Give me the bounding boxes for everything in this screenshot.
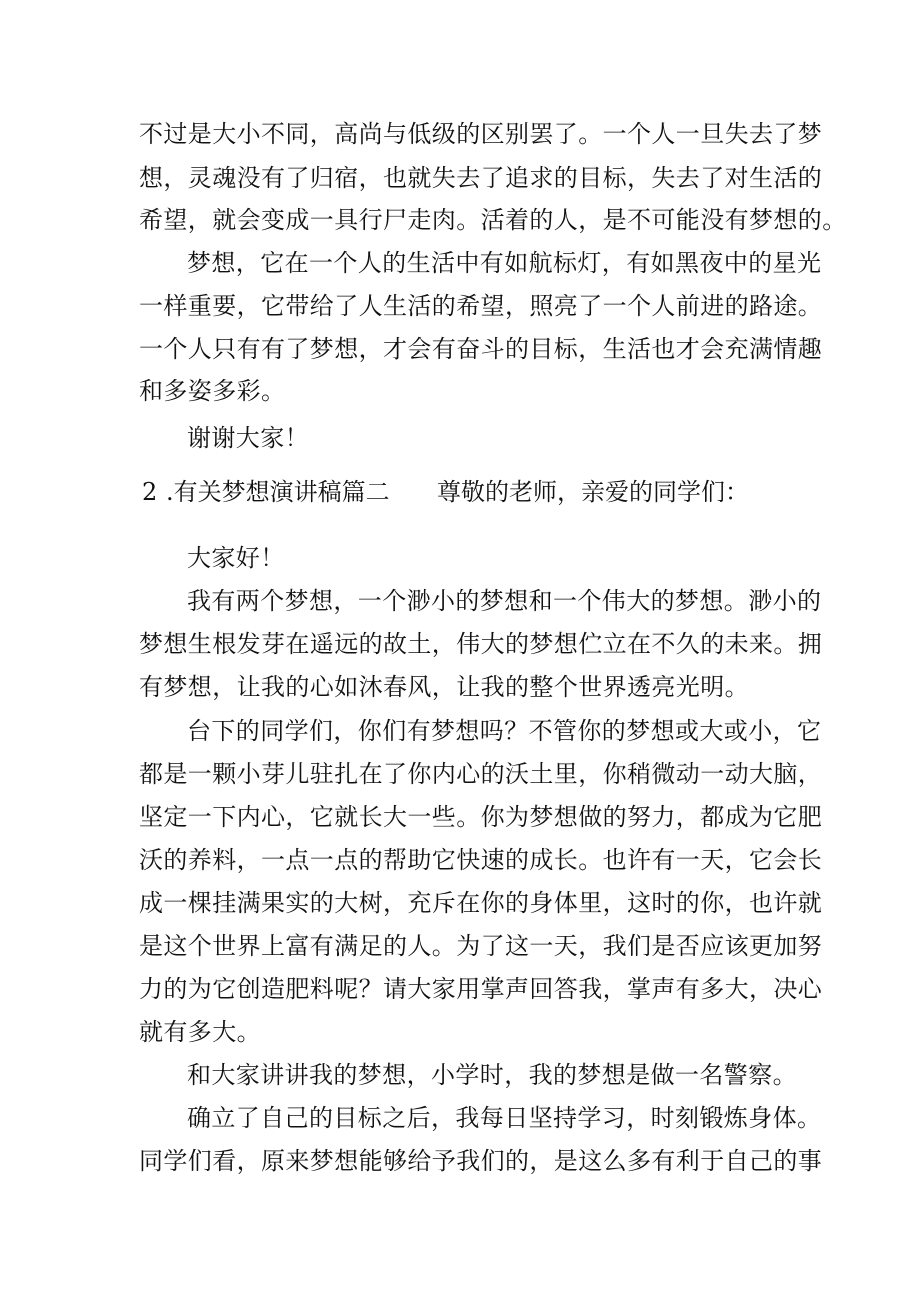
text-line: 和多姿多彩。 — [139, 377, 286, 405]
text-line: 梦想生根发芽在遥远的故土，伟大的梦想伫立在不久的未来。拥 — [139, 630, 823, 658]
section-greeting: 尊敬的老师，亲爱的同学们： — [437, 478, 749, 506]
text-line: 沃的养料，一点一点的帮助它快速的成长。也许有一天，它会长 — [139, 846, 823, 874]
paragraph-start-line: 确立了自己的目标之后，我每日坚持学习，时刻锻炼身体。 — [187, 1104, 822, 1132]
text-line: 同学们看，原来梦想能够给予我们的，是这么多有利于自己的事 — [139, 1147, 823, 1175]
text-line: 想，灵魂没有了归宿，也就失去了追求的目标，失去了对生活的 — [139, 164, 823, 192]
text-line: 都是一颗小芽儿驻扎在了你内心的沃土里，你稍微动一动大脑， — [139, 760, 823, 788]
text-line: 一样重要，它带给了人生活的希望，照亮了一个人前进的路途。 — [139, 292, 823, 320]
text-line: 就有多大。 — [139, 1018, 261, 1046]
text-line: 希望，就会变成一具行尸走肉。活着的人，是不可能没有梦想的。 — [139, 206, 847, 234]
text-line: 坚定一下内心，它就长大一些。你为梦想做的努力，都成为它肥 — [139, 803, 823, 831]
text-line: 成一棵挂满果实的大树，充斥在你的身体里，这时的你，也许就 — [139, 889, 823, 917]
text-line: 不过是大小不同，高尚与低级的区别罢了。一个人一旦失去了梦 — [139, 120, 823, 148]
greeting-line: 大家好！ — [187, 544, 285, 572]
text-line: 有梦想，让我的心如沐春风，让我的整个世界透亮光明。 — [139, 673, 749, 701]
text-line: 力的为它创造肥料呢？请大家用掌声回答我，掌声有多大，决心 — [139, 975, 823, 1003]
paragraph-start-line: 和大家讲讲我的梦想，小学时，我的梦想是做一名警察。 — [187, 1061, 797, 1089]
paragraph-start-line: 梦想，它在一个人的生活中有如航标灯，有如黑夜中的星光 — [187, 249, 822, 277]
text-line: 一个人只有有了梦想，才会有奋斗的目标，生活也才会充满情趣 — [139, 335, 823, 363]
thanks-line: 谢谢大家！ — [187, 424, 309, 452]
section-title: .有关梦想演讲稿篇二 — [166, 478, 390, 506]
paragraph-start-line: 我有两个梦想，一个渺小的梦想和一个伟大的梦想。渺小的 — [187, 587, 822, 615]
section-number: 2 — [142, 478, 158, 506]
text-line: 是这个世界上富有满足的人。为了这一天，我们是否应该更加努 — [139, 932, 823, 960]
paragraph-start-line: 台下的同学们，你们有梦想吗？不管你的梦想或大或小，它 — [187, 717, 822, 745]
